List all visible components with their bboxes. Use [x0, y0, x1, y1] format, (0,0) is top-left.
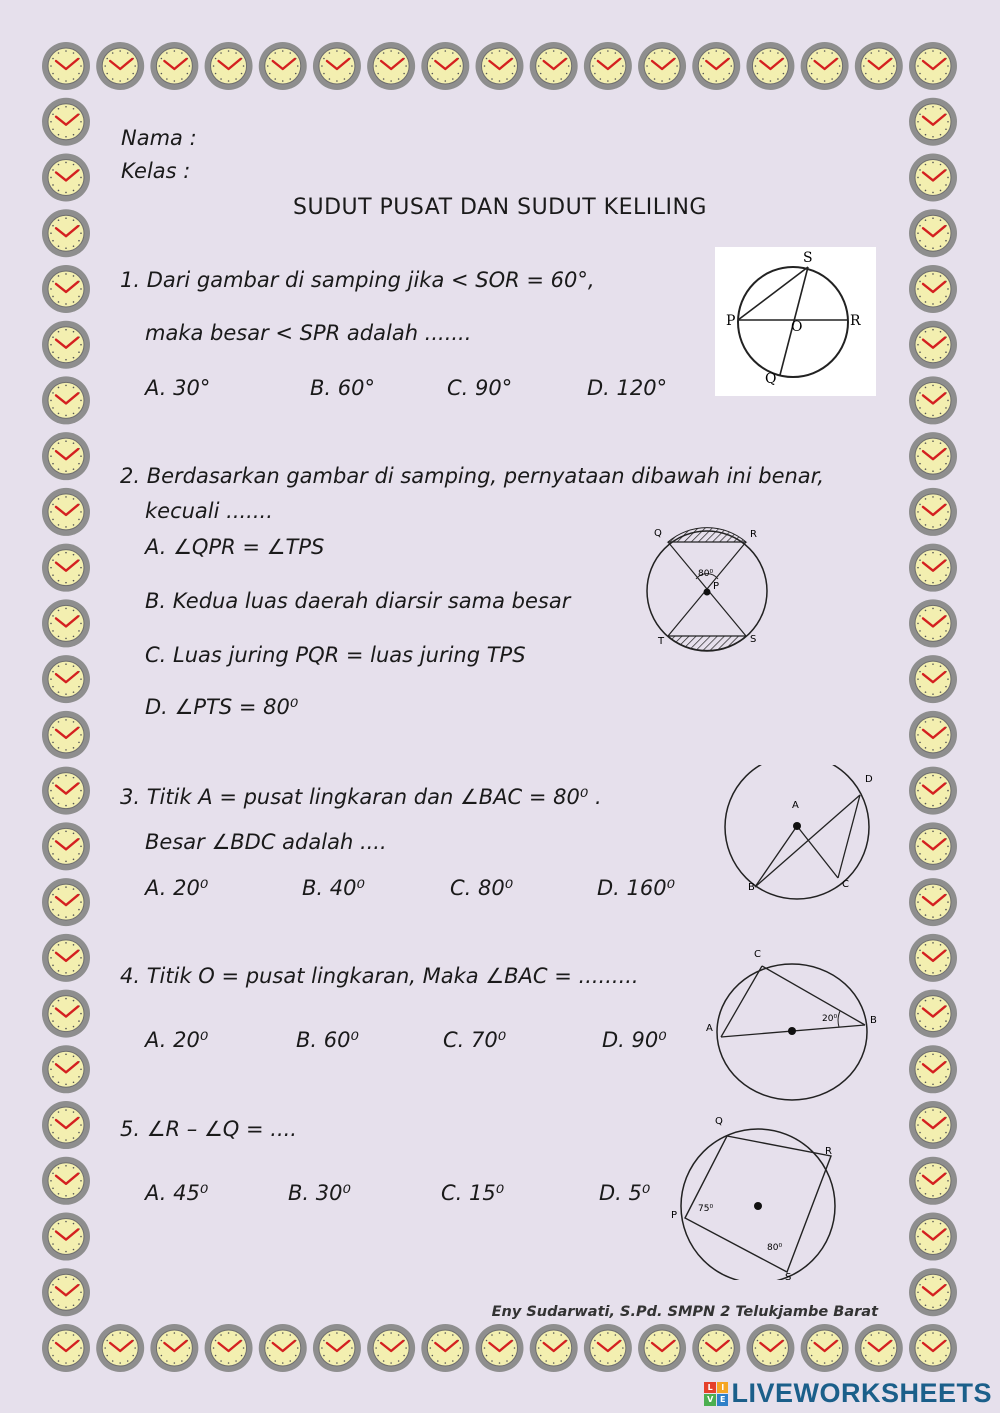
clock-icon	[150, 42, 198, 90]
clock-icon	[42, 934, 90, 982]
q1-text-2: maka besar < SPR adalah .......	[145, 321, 472, 345]
q2-circle-figure	[640, 522, 780, 654]
name-label: Nama :	[121, 126, 197, 150]
q2-option-a[interactable]: A. ∠QPR = ∠TPS	[145, 535, 325, 559]
clock-icon	[259, 42, 307, 90]
clock-icon	[96, 1324, 144, 1372]
clock-icon	[909, 376, 957, 424]
q2-label-angle: 80⁰	[698, 569, 714, 579]
liveworksheets-text: LIVEWORKSHEETS	[731, 1378, 992, 1408]
clock-icon	[42, 1324, 90, 1372]
q5-label-p: P	[671, 1210, 678, 1221]
clock-icon	[909, 767, 957, 815]
clock-icon	[584, 1324, 632, 1372]
logo-letter-e: E	[717, 1394, 729, 1406]
clock-icon	[909, 544, 957, 592]
clock-icon	[692, 42, 740, 90]
clock-icon	[638, 1324, 686, 1372]
q3-option-a[interactable]: A. 20⁰	[145, 876, 209, 900]
clock-icon	[313, 42, 361, 90]
clock-icon	[746, 1324, 794, 1372]
clock-icon	[909, 1045, 957, 1093]
q5-label-q: Q	[715, 1116, 723, 1127]
q2-option-c[interactable]: C. Luas juring PQR = luas juring TPS	[145, 643, 526, 667]
clock-icon	[909, 990, 957, 1038]
clock-icon	[476, 42, 524, 90]
clock-icon	[42, 321, 90, 369]
clock-icon	[150, 1324, 198, 1372]
clock-icon	[909, 1213, 957, 1261]
clock-icon	[42, 1268, 90, 1316]
logo-letter-l: L	[704, 1382, 716, 1394]
clock-icon	[909, 488, 957, 536]
q3-circle-figure	[715, 765, 880, 900]
q4-label-b: B	[870, 1015, 877, 1026]
q3-option-c[interactable]: C. 80⁰	[450, 876, 514, 900]
liveworksheets-logo-icon	[704, 1382, 728, 1406]
q5-label-angle-75: 75⁰	[698, 1204, 714, 1214]
q5-label-s: S	[785, 1272, 792, 1280]
q5-option-d[interactable]: D. 5⁰	[599, 1181, 651, 1205]
q2-label-p: P	[713, 581, 720, 592]
q1-option-d[interactable]: D. 120°	[587, 376, 668, 400]
clock-icon	[909, 42, 957, 90]
clock-icon	[801, 42, 849, 90]
q2-option-b[interactable]: B. Kedua luas daerah diarsir sama besar	[145, 589, 571, 613]
clock-icon	[421, 42, 469, 90]
clock-icon	[313, 1324, 361, 1372]
q1-label-p: P	[726, 313, 736, 329]
q1-circle-figure	[715, 247, 876, 396]
q3-label-a: A	[792, 800, 799, 811]
clock-icon	[909, 321, 957, 369]
q4-label-c: C	[754, 949, 761, 960]
clock-icon	[855, 1324, 903, 1372]
clock-icon	[476, 1324, 524, 1372]
q4-label-angle: 20⁰	[822, 1014, 838, 1024]
q3-text-2: Besar ∠BDC adalah ....	[145, 830, 387, 854]
clock-icon	[42, 544, 90, 592]
clock-icon	[855, 42, 903, 90]
clock-icon	[746, 42, 794, 90]
clock-icon	[42, 655, 90, 703]
clock-icon	[530, 1324, 578, 1372]
q1-label-s: S	[803, 250, 813, 266]
clock-icon	[909, 711, 957, 759]
clock-icon	[530, 42, 578, 90]
clock-icon	[367, 1324, 415, 1372]
clock-icon	[42, 1157, 90, 1205]
clock-icon	[909, 822, 957, 870]
q2-label-q: Q	[654, 528, 662, 539]
q4-option-c[interactable]: C. 70⁰	[443, 1028, 507, 1052]
clock-icon	[42, 42, 90, 90]
clock-icon	[909, 878, 957, 926]
q4-label-a: A	[706, 1023, 713, 1034]
clock-icon	[909, 599, 957, 647]
q4-option-d[interactable]: D. 90⁰	[602, 1028, 667, 1052]
q1-label-o: O	[791, 319, 803, 335]
q5-option-c[interactable]: C. 15⁰	[441, 1181, 505, 1205]
clock-icon	[42, 767, 90, 815]
clock-icon	[42, 432, 90, 480]
q3-label-c: C	[842, 879, 849, 890]
q2-text-2: kecuali .......	[145, 499, 273, 523]
clock-icon	[42, 822, 90, 870]
q3-label-d: D	[865, 774, 873, 785]
worksheet-title: SUDUT PUSAT DAN SUDUT KELILING	[293, 195, 707, 220]
author-credit: Eny Sudarwati, S.Pd. SMPN 2 Telukjambe Barat	[491, 1304, 878, 1320]
q5-text: 5. ∠R – ∠Q = ....	[120, 1117, 297, 1141]
clock-icon	[909, 265, 957, 313]
clock-icon	[909, 655, 957, 703]
q2-text: 2. Berdasarkan gambar di samping, pernyataan dibawah ini benar,	[120, 464, 825, 488]
q3-label-b: B	[748, 882, 755, 893]
clock-icon	[421, 1324, 469, 1372]
q5-option-a[interactable]: A. 45⁰	[145, 1181, 209, 1205]
q5-label-r: R	[825, 1146, 832, 1157]
clock-icon	[367, 42, 415, 90]
logo-letter-v: V	[704, 1394, 716, 1406]
clock-icon	[205, 42, 253, 90]
clock-icon	[205, 1324, 253, 1372]
q1-label-r: R	[850, 313, 861, 329]
q1-option-a[interactable]: A. 30°	[145, 376, 211, 400]
clock-icon	[42, 265, 90, 313]
clock-icon	[42, 711, 90, 759]
q5-option-b[interactable]: B. 30⁰	[288, 1181, 351, 1205]
clock-icon	[584, 42, 632, 90]
q2-label-r: R	[750, 529, 757, 540]
q1-option-b[interactable]: B. 60°	[310, 376, 375, 400]
q5-label-angle-80: 80⁰	[767, 1243, 783, 1253]
clock-icon	[42, 376, 90, 424]
q1-option-c[interactable]: C. 90°	[447, 376, 513, 400]
q2-option-d[interactable]: D. ∠PTS = 80⁰	[145, 695, 299, 719]
clock-icon	[96, 42, 144, 90]
q4-text: 4. Titik O = pusat lingkaran, Maka ∠BAC = .........	[120, 964, 639, 988]
liveworksheets-brand[interactable]	[704, 1378, 992, 1409]
q2-label-s: S	[750, 634, 757, 645]
clock-icon	[909, 98, 957, 146]
q5-circle-figure	[665, 1108, 845, 1280]
q3-text: 3. Titik A = pusat lingkaran dan ∠BAC = 80⁰ .	[120, 785, 602, 809]
clock-icon	[638, 42, 686, 90]
clock-icon	[42, 1101, 90, 1149]
clock-icon	[801, 1324, 849, 1372]
clock-icon	[909, 934, 957, 982]
clock-icon	[42, 488, 90, 536]
clock-icon	[909, 1324, 957, 1372]
clock-icon	[42, 599, 90, 647]
clock-icon	[909, 1268, 957, 1316]
logo-letter-i: I	[717, 1382, 729, 1394]
clock-icon	[42, 990, 90, 1038]
clock-icon	[909, 1101, 957, 1149]
clock-icon	[909, 1157, 957, 1205]
clock-icon	[42, 878, 90, 926]
clock-icon	[42, 1045, 90, 1093]
q4-option-a[interactable]: A. 20⁰	[145, 1028, 209, 1052]
clock-icon	[42, 98, 90, 146]
q1-label-q: Q	[765, 371, 777, 387]
clock-icon	[42, 1213, 90, 1261]
q3-option-d[interactable]: D. 160⁰	[597, 876, 676, 900]
q3-option-b[interactable]: B. 40⁰	[302, 876, 365, 900]
q2-label-t: T	[658, 636, 665, 647]
q4-circle-figure	[700, 945, 885, 1105]
q1-text: 1. Dari gambar di samping jika < SOR = 60°,	[120, 268, 595, 292]
class-label: Kelas :	[121, 159, 191, 183]
clock-icon	[692, 1324, 740, 1372]
clock-icon	[909, 432, 957, 480]
clock-icon	[259, 1324, 307, 1372]
q4-option-b[interactable]: B. 60⁰	[296, 1028, 359, 1052]
